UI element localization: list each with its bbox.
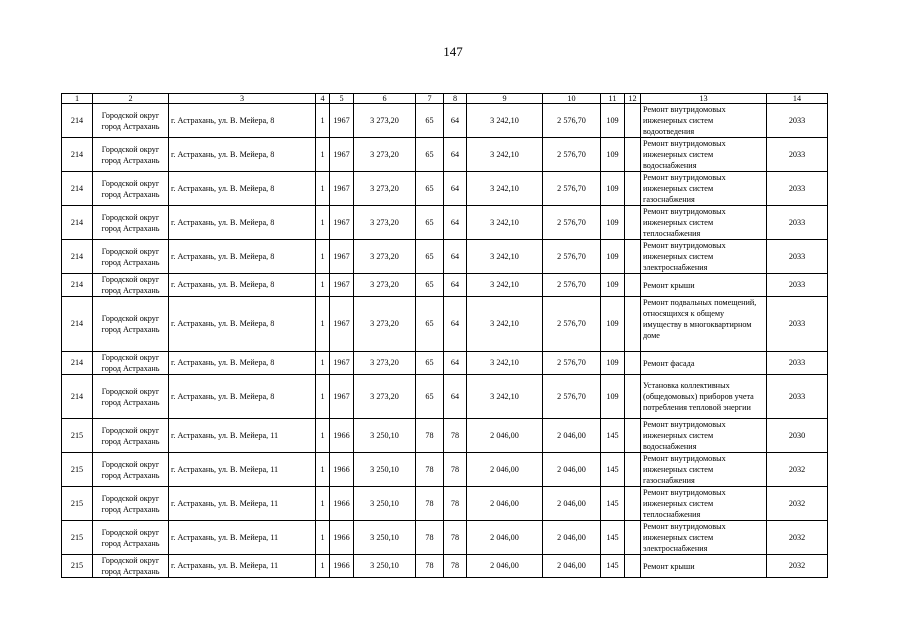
cell-col-12 — [625, 240, 641, 274]
cell-col-7: 78 — [416, 419, 444, 453]
cell-col-12 — [625, 453, 641, 487]
cell-col-14: 2033 — [767, 352, 828, 375]
cell-col-6: 3 273,20 — [354, 240, 416, 274]
cell-col-8: 78 — [444, 521, 467, 555]
cell-col-1: 215 — [62, 453, 93, 487]
cell-col-12 — [625, 104, 641, 138]
cell-col-12 — [625, 206, 641, 240]
cell-col-3: г. Астрахань, ул. В. Мейера, 11 — [169, 453, 316, 487]
cell-col-9: 2 046,00 — [467, 521, 543, 555]
cell-col-3: г. Астрахань, ул. В. Мейера, 8 — [169, 297, 316, 352]
column-number: 2 — [93, 94, 169, 104]
cell-col-2: Городской округ город Астрахань — [93, 138, 169, 172]
cell-col-10: 2 576,70 — [543, 104, 601, 138]
cell-col-8: 64 — [444, 172, 467, 206]
cell-col-5: 1966 — [330, 453, 354, 487]
cell-col-8: 78 — [444, 487, 467, 521]
table-row — [62, 206, 828, 240]
table-row — [62, 521, 828, 555]
cell-col-3: г. Астрахань, ул. В. Мейера, 8 — [169, 352, 316, 375]
cell-col-4: 1 — [316, 453, 330, 487]
cell-col-13: Ремонт внутридомовых инженерных систем теплоснабжения — [641, 487, 767, 521]
cell-col-12 — [625, 419, 641, 453]
cell-col-13: Ремонт фасада — [641, 352, 767, 375]
cell-col-12 — [625, 274, 641, 297]
column-number: 8 — [444, 94, 467, 104]
cell-col-6: 3 273,20 — [354, 375, 416, 419]
cell-col-11: 145 — [601, 555, 625, 578]
cell-col-10: 2 576,70 — [543, 352, 601, 375]
cell-col-7: 65 — [416, 206, 444, 240]
cell-col-3: г. Астрахань, ул. В. Мейера, 11 — [169, 555, 316, 578]
cell-col-13: Ремонт внутридомовых инженерных систем теплоснабжения — [641, 206, 767, 240]
cell-col-9: 3 242,10 — [467, 352, 543, 375]
cell-col-6: 3 250,10 — [354, 419, 416, 453]
cell-col-13: Ремонт внутридомовых инженерных систем газоснабжения — [641, 172, 767, 206]
cell-col-1: 215 — [62, 555, 93, 578]
table-row — [62, 555, 828, 578]
cell-col-12 — [625, 375, 641, 419]
cell-col-10: 2 046,00 — [543, 555, 601, 578]
cell-col-10: 2 576,70 — [543, 138, 601, 172]
column-number: 7 — [416, 94, 444, 104]
cell-col-13: Ремонт внутридомовых инженерных систем водоснабжения — [641, 419, 767, 453]
column-number: 12 — [625, 94, 641, 104]
cell-col-2: Городской округ город Астрахань — [93, 172, 169, 206]
cell-col-2: Городской округ город Астрахань — [93, 375, 169, 419]
cell-col-5: 1967 — [330, 297, 354, 352]
cell-col-4: 1 — [316, 206, 330, 240]
cell-col-6: 3 273,20 — [354, 352, 416, 375]
cell-col-14: 2033 — [767, 172, 828, 206]
cell-col-7: 65 — [416, 172, 444, 206]
cell-col-11: 145 — [601, 419, 625, 453]
cell-col-13: Ремонт крыши — [641, 555, 767, 578]
cell-col-3: г. Астрахань, ул. В. Мейера, 8 — [169, 206, 316, 240]
cell-col-5: 1967 — [330, 240, 354, 274]
cell-col-8: 64 — [444, 138, 467, 172]
cell-col-1: 214 — [62, 206, 93, 240]
cell-col-10: 2 046,00 — [543, 521, 601, 555]
cell-col-4: 1 — [316, 521, 330, 555]
cell-col-6: 3 250,10 — [354, 555, 416, 578]
cell-col-4: 1 — [316, 555, 330, 578]
cell-col-9: 2 046,00 — [467, 487, 543, 521]
cell-col-5: 1967 — [330, 138, 354, 172]
cell-col-9: 3 242,10 — [467, 240, 543, 274]
cell-col-6: 3 273,20 — [354, 104, 416, 138]
cell-col-4: 1 — [316, 297, 330, 352]
cell-col-7: 78 — [416, 521, 444, 555]
cell-col-5: 1966 — [330, 487, 354, 521]
cell-col-14: 2032 — [767, 521, 828, 555]
table-row — [62, 274, 828, 297]
cell-col-11: 109 — [601, 375, 625, 419]
cell-col-7: 65 — [416, 297, 444, 352]
cell-col-8: 64 — [444, 375, 467, 419]
cell-col-4: 1 — [316, 240, 330, 274]
cell-col-2: Городской округ город Астрахань — [93, 521, 169, 555]
cell-col-9: 2 046,00 — [467, 555, 543, 578]
cell-col-14: 2033 — [767, 240, 828, 274]
cell-col-14: 2030 — [767, 419, 828, 453]
cell-col-1: 214 — [62, 240, 93, 274]
cell-col-10: 2 576,70 — [543, 240, 601, 274]
column-number: 5 — [330, 94, 354, 104]
table-row — [62, 375, 828, 419]
cell-col-5: 1966 — [330, 555, 354, 578]
cell-col-7: 78 — [416, 555, 444, 578]
cell-col-4: 1 — [316, 274, 330, 297]
cell-col-10: 2 046,00 — [543, 419, 601, 453]
cell-col-9: 3 242,10 — [467, 274, 543, 297]
cell-col-10: 2 576,70 — [543, 274, 601, 297]
cell-col-5: 1966 — [330, 521, 354, 555]
cell-col-4: 1 — [316, 352, 330, 375]
cell-col-14: 2033 — [767, 274, 828, 297]
cell-col-14: 2033 — [767, 104, 828, 138]
cell-col-13: Ремонт крыши — [641, 274, 767, 297]
table-row — [62, 352, 828, 375]
cell-col-12 — [625, 555, 641, 578]
cell-col-9: 3 242,10 — [467, 172, 543, 206]
cell-col-6: 3 273,20 — [354, 206, 416, 240]
cell-col-2: Городской округ город Астрахань — [93, 240, 169, 274]
cell-col-1: 214 — [62, 172, 93, 206]
cell-col-2: Городской округ город Астрахань — [93, 274, 169, 297]
cell-col-4: 1 — [316, 419, 330, 453]
cell-col-13: Ремонт внутридомовых инженерных систем водоотведения — [641, 104, 767, 138]
cell-col-8: 64 — [444, 206, 467, 240]
cell-col-12 — [625, 138, 641, 172]
table-row — [62, 487, 828, 521]
cell-col-3: г. Астрахань, ул. В. Мейера, 8 — [169, 274, 316, 297]
cell-col-6: 3 273,20 — [354, 274, 416, 297]
cell-col-11: 109 — [601, 240, 625, 274]
cell-col-3: г. Астрахань, ул. В. Мейера, 11 — [169, 419, 316, 453]
cell-col-10: 2 576,70 — [543, 172, 601, 206]
cell-col-14: 2032 — [767, 453, 828, 487]
cell-col-4: 1 — [316, 487, 330, 521]
cell-col-7: 78 — [416, 453, 444, 487]
cell-col-12 — [625, 521, 641, 555]
cell-col-6: 3 250,10 — [354, 453, 416, 487]
cell-col-1: 214 — [62, 104, 93, 138]
cell-col-11: 109 — [601, 206, 625, 240]
cell-col-5: 1967 — [330, 206, 354, 240]
column-number: 14 — [767, 94, 828, 104]
cell-col-10: 2 576,70 — [543, 297, 601, 352]
cell-col-11: 109 — [601, 352, 625, 375]
cell-col-2: Городской округ город Астрахань — [93, 297, 169, 352]
cell-col-14: 2033 — [767, 206, 828, 240]
cell-col-7: 65 — [416, 352, 444, 375]
cell-col-8: 64 — [444, 104, 467, 138]
cell-col-7: 65 — [416, 104, 444, 138]
cell-col-9: 3 242,10 — [467, 375, 543, 419]
cell-col-11: 109 — [601, 104, 625, 138]
cell-col-13: Ремонт внутридомовых инженерных систем газоснабжения — [641, 453, 767, 487]
cell-col-9: 2 046,00 — [467, 419, 543, 453]
cell-col-12 — [625, 297, 641, 352]
cell-col-2: Городской округ город Астрахань — [93, 555, 169, 578]
cell-col-13: Ремонт внутридомовых инженерных систем электроснабжения — [641, 521, 767, 555]
cell-col-2: Городской округ город Астрахань — [93, 352, 169, 375]
column-number: 13 — [641, 94, 767, 104]
cell-col-12 — [625, 487, 641, 521]
cell-col-5: 1967 — [330, 352, 354, 375]
cell-col-3: г. Астрахань, ул. В. Мейера, 8 — [169, 104, 316, 138]
cell-col-11: 109 — [601, 297, 625, 352]
cell-col-8: 64 — [444, 297, 467, 352]
cell-col-5: 1967 — [330, 172, 354, 206]
cell-col-11: 109 — [601, 138, 625, 172]
cell-col-13: Ремонт внутридомовых инженерных систем водоснабжения — [641, 138, 767, 172]
cell-col-8: 78 — [444, 419, 467, 453]
cell-col-9: 3 242,10 — [467, 104, 543, 138]
cell-col-13: Ремонт подвальных помещений, относящихся к общему имуществу в многоквартирном доме — [641, 297, 767, 352]
cell-col-14: 2032 — [767, 555, 828, 578]
cell-col-10: 2 046,00 — [543, 453, 601, 487]
cell-col-9: 2 046,00 — [467, 453, 543, 487]
cell-col-14: 2032 — [767, 487, 828, 521]
cell-col-11: 109 — [601, 274, 625, 297]
column-number: 9 — [467, 94, 543, 104]
cell-col-11: 145 — [601, 521, 625, 555]
cell-col-10: 2 046,00 — [543, 487, 601, 521]
cell-col-14: 2033 — [767, 138, 828, 172]
cell-col-5: 1967 — [330, 274, 354, 297]
cell-col-9: 3 242,10 — [467, 206, 543, 240]
cell-col-4: 1 — [316, 172, 330, 206]
column-number: 11 — [601, 94, 625, 104]
cell-col-6: 3 250,10 — [354, 487, 416, 521]
column-number: 1 — [62, 94, 93, 104]
cell-col-8: 78 — [444, 555, 467, 578]
table-row — [62, 419, 828, 453]
table-row — [62, 297, 828, 352]
cell-col-7: 65 — [416, 274, 444, 297]
column-number: 6 — [354, 94, 416, 104]
cell-col-2: Городской округ город Астрахань — [93, 487, 169, 521]
cell-col-14: 2033 — [767, 297, 828, 352]
cell-col-8: 78 — [444, 453, 467, 487]
cell-col-3: г. Астрахань, ул. В. Мейера, 11 — [169, 521, 316, 555]
cell-col-5: 1967 — [330, 104, 354, 138]
cell-col-10: 2 576,70 — [543, 206, 601, 240]
cell-col-4: 1 — [316, 104, 330, 138]
cell-col-2: Городской округ город Астрахань — [93, 206, 169, 240]
cell-col-6: 3 273,20 — [354, 297, 416, 352]
cell-col-1: 214 — [62, 375, 93, 419]
column-number: 4 — [316, 94, 330, 104]
cell-col-12 — [625, 352, 641, 375]
cell-col-3: г. Астрахань, ул. В. Мейера, 8 — [169, 375, 316, 419]
cell-col-13: Ремонт внутридомовых инженерных систем электроснабжения — [641, 240, 767, 274]
cell-col-7: 65 — [416, 375, 444, 419]
cell-col-11: 145 — [601, 487, 625, 521]
table-row — [62, 104, 828, 138]
cell-col-1: 214 — [62, 297, 93, 352]
table-row — [62, 240, 828, 274]
cell-col-12 — [625, 172, 641, 206]
cell-col-6: 3 273,20 — [354, 172, 416, 206]
page-number: 147 — [443, 44, 463, 59]
cell-col-14: 2033 — [767, 375, 828, 419]
cell-col-10: 2 576,70 — [543, 375, 601, 419]
cell-col-4: 1 — [316, 138, 330, 172]
cell-col-1: 215 — [62, 521, 93, 555]
cell-col-1: 214 — [62, 352, 93, 375]
cell-col-2: Городской округ город Астрахань — [93, 419, 169, 453]
cell-col-13: Установка коллективных (общедомовых) приборов учета потребления тепловой энергии — [641, 375, 767, 419]
column-number-row — [62, 94, 828, 104]
cell-col-2: Городской округ город Астрахань — [93, 104, 169, 138]
cell-col-7: 65 — [416, 138, 444, 172]
repair-schedule-table — [61, 93, 828, 578]
cell-col-1: 215 — [62, 419, 93, 453]
cell-col-3: г. Астрахань, ул. В. Мейера, 8 — [169, 138, 316, 172]
cell-col-7: 78 — [416, 487, 444, 521]
table-row — [62, 453, 828, 487]
cell-col-5: 1967 — [330, 375, 354, 419]
cell-col-6: 3 250,10 — [354, 521, 416, 555]
cell-col-11: 109 — [601, 172, 625, 206]
cell-col-5: 1966 — [330, 419, 354, 453]
cell-col-8: 64 — [444, 240, 467, 274]
table-row — [62, 138, 828, 172]
cell-col-3: г. Астрахань, ул. В. Мейера, 11 — [169, 487, 316, 521]
column-number: 3 — [169, 94, 316, 104]
cell-col-9: 3 242,10 — [467, 297, 543, 352]
cell-col-3: г. Астрахань, ул. В. Мейера, 8 — [169, 172, 316, 206]
cell-col-3: г. Астрахань, ул. В. Мейера, 8 — [169, 240, 316, 274]
cell-col-2: Городской округ город Астрахань — [93, 453, 169, 487]
cell-col-1: 214 — [62, 138, 93, 172]
cell-col-1: 214 — [62, 274, 93, 297]
cell-col-8: 64 — [444, 274, 467, 297]
cell-col-8: 64 — [444, 352, 467, 375]
cell-col-4: 1 — [316, 375, 330, 419]
cell-col-7: 65 — [416, 240, 444, 274]
table-row — [62, 172, 828, 206]
cell-col-1: 215 — [62, 487, 93, 521]
column-number: 10 — [543, 94, 601, 104]
cell-col-6: 3 273,20 — [354, 138, 416, 172]
cell-col-9: 3 242,10 — [467, 138, 543, 172]
cell-col-11: 145 — [601, 453, 625, 487]
